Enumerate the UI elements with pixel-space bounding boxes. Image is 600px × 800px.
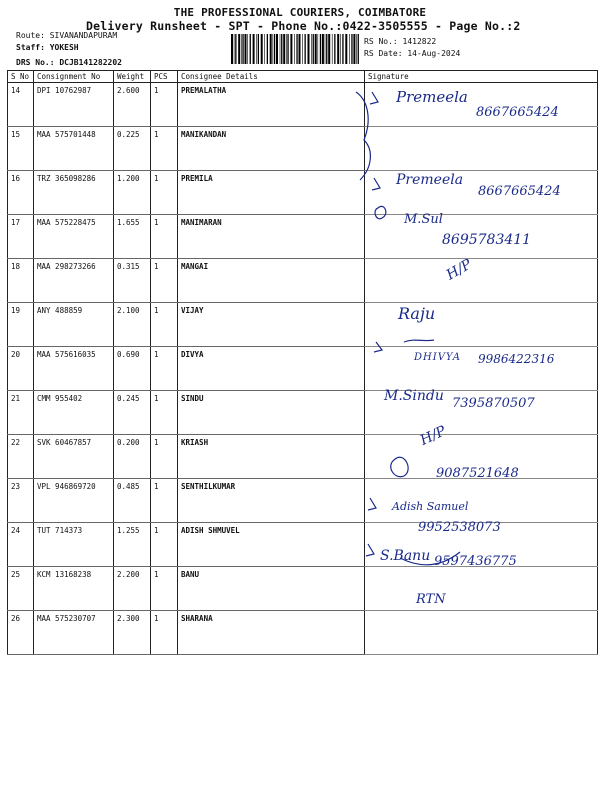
r19-signature: Raju <box>398 304 436 323</box>
cell-consignment: MAA 298273266 <box>34 259 114 303</box>
cell-consignee: DIVYA <box>178 347 365 391</box>
cell-sno: 19 <box>8 303 34 347</box>
col-header-consignee: Consignee Details <box>178 71 365 83</box>
r14-signature: Premeela <box>396 88 468 106</box>
runsheet-subtitle: Delivery Runsheet - SPT - Phone No.:0422-3505555 - Page No.:2 <box>86 19 521 33</box>
cell-sno: 16 <box>8 171 34 215</box>
cell-sno: 20 <box>8 347 34 391</box>
r18-note: H/P <box>443 256 475 284</box>
cell-consignment: SVK 60467857 <box>34 435 114 479</box>
cell-sno: 18 <box>8 259 34 303</box>
r16-signature: Premeela <box>396 172 464 188</box>
cell-consignee: PREMALATHA <box>178 83 365 127</box>
cell-consignee: SINDU <box>178 391 365 435</box>
cell-pcs: 1 <box>151 259 178 303</box>
cell-weight: 0.485 <box>114 479 151 523</box>
cell-sno: 15 <box>8 127 34 171</box>
cell-sno: 21 <box>8 391 34 435</box>
cell-consignment: MAA 575701448 <box>34 127 114 171</box>
cell-consignment: MAA 575228475 <box>34 215 114 259</box>
cell-weight: 0.200 <box>114 435 151 479</box>
company-title: THE PROFESSIONAL COURIERS, COIMBATORE <box>173 6 427 19</box>
staff-label: Staff: YOKESH <box>16 43 79 52</box>
route-label: Route: SIVANANDAPURAM <box>16 31 118 40</box>
cell-weight: 1.200 <box>114 171 151 215</box>
r17-phone: 8695783411 <box>442 232 532 248</box>
cell-consignment: ANY 488859 <box>34 303 114 347</box>
cell-consignee: SENTHILKUMAR <box>178 479 365 523</box>
rs-date: RS Date: 14-Aug-2024 <box>364 49 461 58</box>
r26-note: RTN <box>416 592 446 607</box>
cell-weight: 2.200 <box>114 567 151 611</box>
r20-phone: 9986422316 <box>478 352 555 366</box>
cell-pcs: 1 <box>151 479 178 523</box>
cell-consignee: VIJAY <box>178 303 365 347</box>
cell-weight: 2.600 <box>114 83 151 127</box>
cell-consignment: KCM 13168238 <box>34 567 114 611</box>
cell-sno: 24 <box>8 523 34 567</box>
r21-signature: M.Sindu <box>384 388 444 404</box>
r21-phone: 7395870507 <box>452 396 535 411</box>
cell-pcs: 1 <box>151 171 178 215</box>
cell-weight: 2.100 <box>114 303 151 347</box>
col-header-pcs: PCS <box>151 71 178 83</box>
cell-consignment: TRZ 365098286 <box>34 171 114 215</box>
cell-sno: 17 <box>8 215 34 259</box>
cell-weight: 0.315 <box>114 259 151 303</box>
cell-pcs: 1 <box>151 127 178 171</box>
cell-consignee: MANIKANDAN <box>178 127 365 171</box>
cell-sno: 25 <box>8 567 34 611</box>
col-header-signature: Signature <box>365 71 598 83</box>
cell-weight: 0.690 <box>114 347 151 391</box>
cell-consignee: BANU <box>178 567 365 611</box>
r24-phone: 9952538073 <box>418 520 501 535</box>
r17-signature: M.Sul <box>404 212 443 227</box>
cell-pcs: 1 <box>151 567 178 611</box>
drs-number: DRS No.: DCJB141282202 <box>16 58 122 67</box>
rs-number: RS No.: 1412822 <box>364 37 437 46</box>
r24-signature: Adish Samuel <box>392 500 469 513</box>
cell-sno: 22 <box>8 435 34 479</box>
cell-consignment: VPL 946869720 <box>34 479 114 523</box>
r23-phone: 9087521648 <box>436 466 519 481</box>
cell-weight: 0.225 <box>114 127 151 171</box>
col-header-consignment: Consignment No <box>34 71 114 83</box>
r20-name: DHIVYA <box>414 352 461 363</box>
cell-pcs: 1 <box>151 435 178 479</box>
col-header-weight: Weight <box>114 71 151 83</box>
cell-consignee: MANIMARAN <box>178 215 365 259</box>
col-header-sno: S No <box>8 71 34 83</box>
cell-consignment: MAA 575616035 <box>34 347 114 391</box>
cell-sno: 26 <box>8 611 34 655</box>
cell-consignment: MAA 575230707 <box>34 611 114 655</box>
cell-pcs: 1 <box>151 83 178 127</box>
cell-consignee: PREMILA <box>178 171 365 215</box>
cell-consignment: CMM 955402 <box>34 391 114 435</box>
cell-pcs: 1 <box>151 611 178 655</box>
cell-consignee: ADISH SHMUVEL <box>178 523 365 567</box>
cell-pcs: 1 <box>151 303 178 347</box>
cell-sno: 23 <box>8 479 34 523</box>
r14-phone: 8667665424 <box>476 105 559 120</box>
cell-weight: 2.300 <box>114 611 151 655</box>
cell-pcs: 1 <box>151 215 178 259</box>
cell-consignee: SHARANA <box>178 611 365 655</box>
cell-pcs: 1 <box>151 391 178 435</box>
cell-weight: 1.655 <box>114 215 151 259</box>
cell-consignment: DPI 10762987 <box>34 83 114 127</box>
cell-weight: 1.255 <box>114 523 151 567</box>
cell-consignee: KRIASH <box>178 435 365 479</box>
cell-pcs: 1 <box>151 347 178 391</box>
cell-pcs: 1 <box>151 523 178 567</box>
r25-phone: 9597436775 <box>434 554 517 569</box>
r22-note: H/P <box>417 423 449 449</box>
cell-consignment: TUT 714373 <box>34 523 114 567</box>
cell-sno: 14 <box>8 83 34 127</box>
r25-signature: S.Banu <box>380 548 431 564</box>
cell-weight: 0.245 <box>114 391 151 435</box>
cell-consignee: MANGAI <box>178 259 365 303</box>
r16-phone: 8667665424 <box>478 184 561 199</box>
